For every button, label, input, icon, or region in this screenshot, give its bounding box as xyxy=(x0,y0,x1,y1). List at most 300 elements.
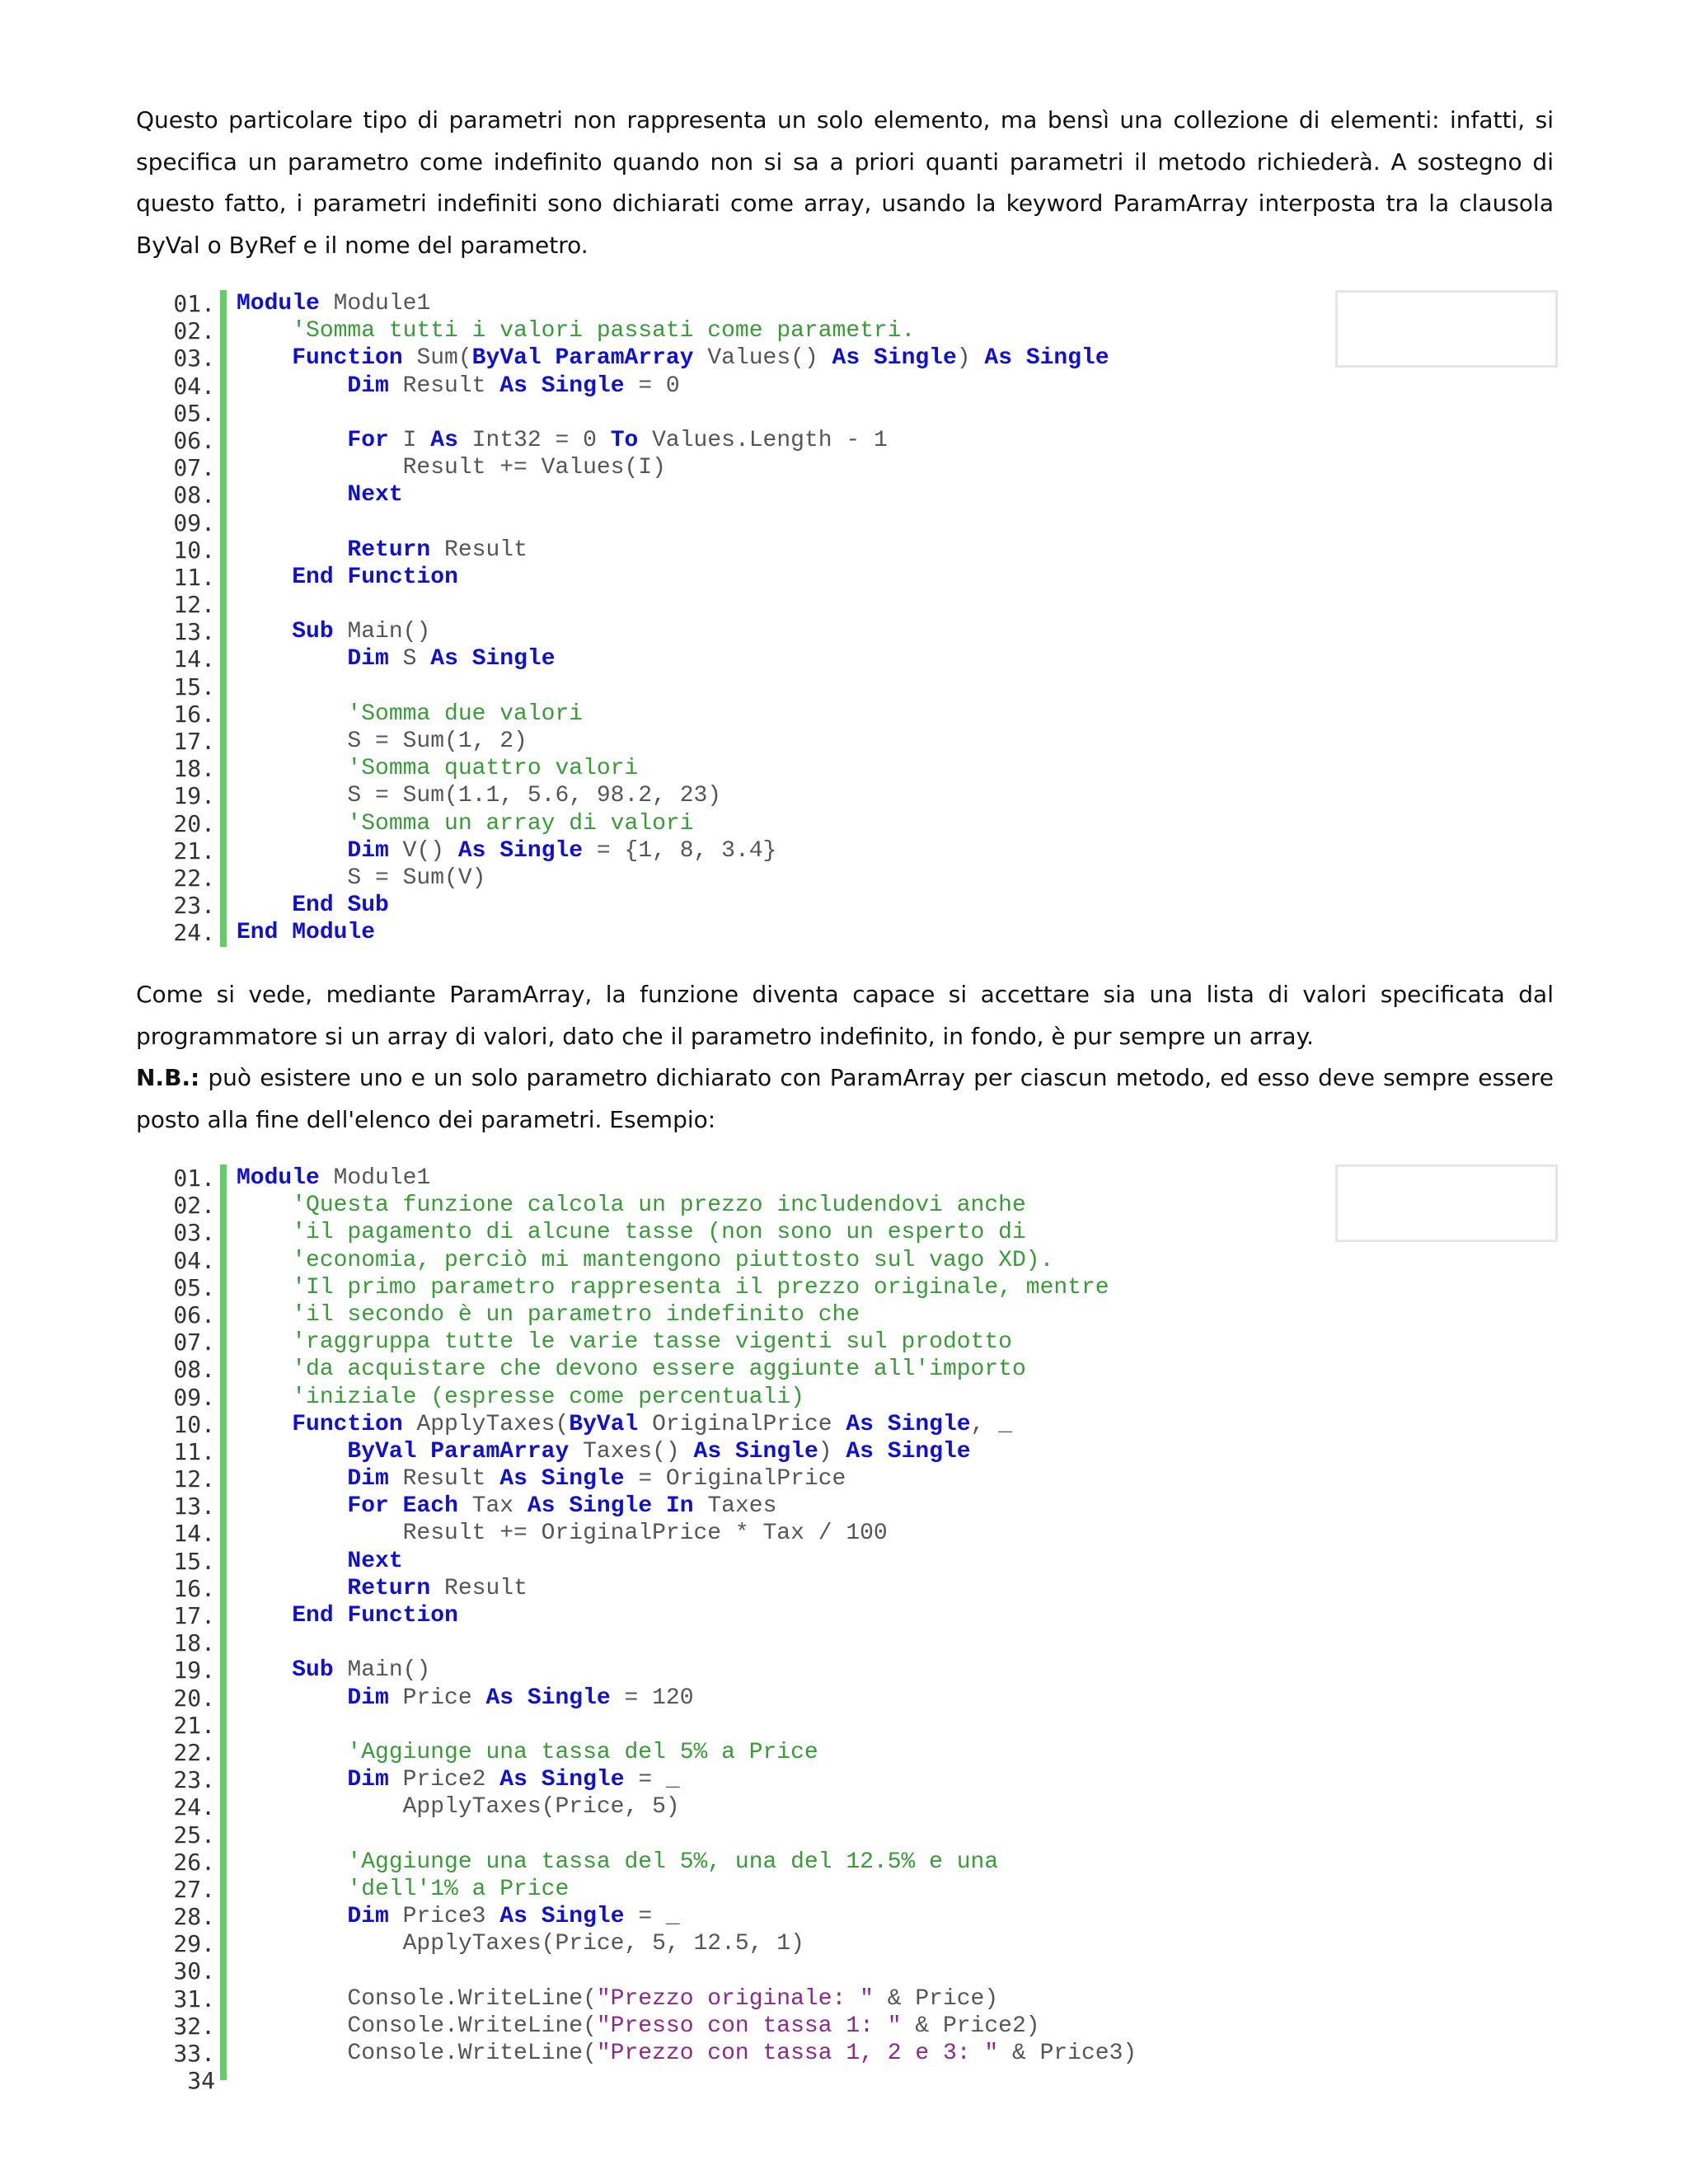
line-gutter-bar xyxy=(220,1766,227,1793)
code-keyword: In xyxy=(665,1493,694,1520)
code-line xyxy=(161,563,458,591)
code-token xyxy=(237,1904,347,1929)
code-token: S = Sum(1, 2) xyxy=(237,729,528,754)
code-keyword: Single xyxy=(569,1493,653,1520)
code-line xyxy=(161,1493,777,1521)
code-line xyxy=(161,1465,846,1493)
code-comment: 'Somma tutti i valori passati come parametri. xyxy=(292,318,916,344)
code-line xyxy=(161,1329,1012,1357)
code-line xyxy=(161,426,888,454)
code-token: ApplyTaxes(Price, 5, 12.5, 1) xyxy=(237,1931,804,1957)
line-number: 18. xyxy=(173,755,215,783)
line-gutter-bar xyxy=(220,564,227,591)
code-line xyxy=(161,1574,528,1602)
code-keyword: Dim xyxy=(347,1767,389,1793)
code-line xyxy=(161,1246,1054,1274)
code-text xyxy=(237,1739,818,1766)
nb-text: può esistere uno e un solo parametro dichiarato con ParamArray per ciascun metodo, ed esso deve sempre essere posto alla fine dell'elenco dei parametri. Esempio: xyxy=(136,1064,1554,1133)
code-keyword: As xyxy=(499,1767,528,1793)
line-gutter-bar xyxy=(220,865,227,892)
code-token: ApplyTaxes( xyxy=(402,1411,570,1437)
code-token xyxy=(237,1877,347,1902)
line-number: 25. xyxy=(173,1821,215,1849)
code-keyword: End xyxy=(292,564,334,590)
line-gutter-bar xyxy=(220,1930,227,1957)
code-token xyxy=(416,1439,430,1465)
code-keyword: Single xyxy=(873,345,957,372)
code-token xyxy=(237,1248,292,1273)
line-gutter-bar xyxy=(220,645,227,673)
code-token: ) xyxy=(956,345,985,372)
line-gutter-bar xyxy=(220,673,227,701)
code-line xyxy=(161,372,680,400)
line-gutter-bar xyxy=(220,1384,227,1411)
code-token xyxy=(237,811,347,837)
code-keyword: Next xyxy=(347,1548,403,1574)
code-line xyxy=(161,1793,680,1821)
code-token xyxy=(237,701,347,727)
code-keyword: As xyxy=(693,1438,722,1465)
code-keyword: ByVal xyxy=(569,1411,639,1437)
line-number: 07. xyxy=(173,454,215,482)
code-keyword: Sub xyxy=(347,893,389,919)
code-comment: 'Aggiunge una tassa del 5%, una del 12.5% e una xyxy=(347,1849,999,1875)
code-token: & Price3) xyxy=(998,2041,1137,2066)
code-token xyxy=(237,1275,292,1301)
code-comment: 'Il primo parametro rappresenta il prezzo originale, mentre xyxy=(292,1274,1109,1301)
code-block-sum xyxy=(161,290,1109,947)
line-gutter-bar xyxy=(220,1192,227,1219)
code-keyword: ParamArray xyxy=(555,345,694,372)
code-text xyxy=(237,1657,430,1684)
code-token xyxy=(874,1412,888,1437)
code-keyword: Single xyxy=(541,1767,625,1793)
line-gutter-bar xyxy=(220,1903,227,1930)
code-string: "Prezzo originale: " xyxy=(596,1985,874,2012)
code-token: Values() xyxy=(693,345,832,372)
code-token xyxy=(237,1466,347,1492)
line-number: 17. xyxy=(173,728,215,755)
line-gutter-bar xyxy=(220,1219,227,1246)
code-line xyxy=(161,1520,888,1548)
code-token: & Price2) xyxy=(901,2013,1040,2039)
code-token: S = Sum(V) xyxy=(237,865,486,891)
code-token xyxy=(237,373,347,399)
line-gutter-bar xyxy=(220,454,227,481)
code-token: = {1, 8, 3.4} xyxy=(583,837,777,864)
code-token xyxy=(528,373,542,399)
code-line xyxy=(161,892,389,920)
line-number: 08. xyxy=(173,481,215,509)
code-token: Price xyxy=(388,1685,486,1711)
code-token xyxy=(237,1576,347,1601)
code-token xyxy=(237,619,292,644)
line-number: 10. xyxy=(173,536,215,564)
line-gutter-bar xyxy=(220,782,227,809)
code-keyword: Function xyxy=(292,1411,403,1437)
code-token xyxy=(237,1439,347,1465)
line-gutter-bar xyxy=(220,1411,227,1438)
code-text xyxy=(237,1247,1053,1274)
code-token xyxy=(237,1685,347,1711)
code-keyword: Next xyxy=(347,482,403,509)
line-gutter-bar xyxy=(220,810,227,837)
code-text xyxy=(237,1411,1012,1438)
code-text xyxy=(237,645,556,673)
code-keyword: Function xyxy=(347,564,458,590)
code-token xyxy=(485,838,499,864)
code-keyword: Dim xyxy=(347,373,389,399)
code-line xyxy=(161,1383,804,1411)
code-keyword: Module xyxy=(292,920,376,946)
code-token xyxy=(237,1220,292,1245)
code-token: Main() xyxy=(333,619,431,645)
line-number: 18. xyxy=(173,1629,215,1657)
code-keyword: Dim xyxy=(347,1685,389,1711)
line-gutter-bar xyxy=(220,2040,227,2067)
code-token xyxy=(334,565,348,590)
code-keyword: Single xyxy=(541,1904,625,1930)
code-line xyxy=(161,1821,215,1849)
code-token xyxy=(237,1329,292,1355)
line-number: 07. xyxy=(173,1329,215,1357)
code-keyword: As xyxy=(984,345,1013,372)
code-comment: 'Aggiunge una tassa del 5% a Price xyxy=(347,1739,818,1765)
line-gutter-bar xyxy=(220,1629,227,1657)
code-text xyxy=(237,1384,804,1411)
line-number: 29. xyxy=(173,1930,215,1958)
line-number: 12. xyxy=(173,591,215,619)
code-keyword: Dim xyxy=(347,1466,389,1493)
code-text xyxy=(237,1520,888,1547)
line-number: 08. xyxy=(173,1356,215,1384)
line-gutter-bar xyxy=(220,1465,227,1493)
code-line xyxy=(161,1219,1026,1247)
code-token xyxy=(1012,345,1026,371)
code-keyword: Single xyxy=(499,837,584,864)
code-comment: 'Somma due valori xyxy=(347,701,584,727)
code-keyword: ParamArray xyxy=(430,1438,570,1465)
code-token: I xyxy=(388,427,431,453)
code-keyword: ByVal xyxy=(471,345,542,372)
code-token xyxy=(278,920,292,945)
code-token xyxy=(237,318,292,344)
code-token xyxy=(237,838,347,864)
line-gutter-bar xyxy=(220,2013,227,2040)
code-keyword: As xyxy=(499,373,528,399)
code-comment: 'economia, perciò mi mantengono piuttosto sul vago XD). xyxy=(292,1247,1054,1273)
code-line xyxy=(161,509,215,537)
code-token xyxy=(237,893,292,918)
code-block-apply-taxes xyxy=(161,1165,1137,2095)
code-keyword: ByVal xyxy=(347,1438,417,1465)
code-text xyxy=(237,317,915,344)
line-gutter-bar xyxy=(220,1985,227,2013)
code-text xyxy=(237,427,888,454)
code-comment: 'Questa funzione calcola un prezzo includendovi anche xyxy=(292,1193,1026,1219)
code-text xyxy=(237,1548,403,1575)
code-line xyxy=(161,700,584,728)
code-text xyxy=(237,454,666,481)
line-gutter-bar xyxy=(220,400,227,427)
line-gutter-bar xyxy=(220,344,227,372)
line-gutter-bar xyxy=(220,1657,227,1684)
code-line xyxy=(161,1903,680,1931)
code-text xyxy=(237,373,680,400)
line-gutter-bar xyxy=(220,919,227,946)
code-token xyxy=(860,345,874,371)
code-text xyxy=(237,1793,680,1821)
line-gutter-bar xyxy=(220,892,227,919)
code-line xyxy=(161,645,556,673)
code-text xyxy=(237,564,458,591)
code-token: OriginalPrice xyxy=(638,1411,846,1437)
code-token xyxy=(237,1302,292,1328)
line-number: 13. xyxy=(173,1493,215,1521)
line-number: 15. xyxy=(173,673,215,701)
code-text xyxy=(237,1465,846,1493)
line-gutter-bar xyxy=(220,1356,227,1383)
line-number: 30. xyxy=(173,1957,215,1985)
code-token xyxy=(334,893,348,918)
code-token: , _ xyxy=(970,1411,1013,1437)
nb-label: N.B.: xyxy=(136,1064,200,1091)
line-number: 23. xyxy=(173,892,215,920)
code-token xyxy=(237,482,347,508)
code-token xyxy=(237,1493,347,1519)
line-number: 11. xyxy=(173,563,215,591)
code-token: S xyxy=(388,646,431,673)
line-number: 21. xyxy=(173,1711,215,1739)
code-keyword: Function xyxy=(292,345,403,372)
line-gutter-bar xyxy=(220,1821,227,1849)
line-number: 20. xyxy=(173,809,215,837)
code-token: Taxes xyxy=(693,1493,777,1520)
line-gutter-bar xyxy=(220,591,227,618)
code-line xyxy=(161,290,431,317)
code-line xyxy=(161,1684,694,1712)
code-text xyxy=(237,1766,680,1793)
code-keyword: As xyxy=(499,1904,528,1930)
line-gutter-bar xyxy=(220,1274,227,1301)
code-text xyxy=(237,290,430,317)
code-toolbar-placeholder xyxy=(1335,290,1558,368)
line-number: 01. xyxy=(173,1165,215,1192)
code-text xyxy=(237,1438,971,1465)
code-token xyxy=(513,1685,528,1711)
code-keyword: Single xyxy=(471,646,556,673)
code-line xyxy=(161,1985,999,2013)
code-token xyxy=(528,1904,542,1929)
line-gutter-bar xyxy=(220,1301,227,1329)
line-number: 33. xyxy=(173,2040,215,2067)
line-gutter-bar xyxy=(220,1957,227,1985)
code-token xyxy=(237,1740,347,1765)
code-token xyxy=(237,1849,347,1875)
code-text xyxy=(237,1356,1026,1383)
code-line xyxy=(161,755,639,783)
code-token: Result xyxy=(430,1575,528,1601)
code-token: Sum( xyxy=(402,345,472,372)
code-keyword: Module xyxy=(237,1165,320,1191)
code-line xyxy=(161,481,403,509)
code-token: ApplyTaxes(Price, 5) xyxy=(237,1794,680,1821)
code-token xyxy=(528,1767,542,1793)
line-number: 03. xyxy=(173,1219,215,1247)
code-token: Console.WriteLine( xyxy=(237,2041,597,2066)
line-gutter-bar xyxy=(220,1247,227,1274)
code-line xyxy=(161,317,916,345)
code-line xyxy=(161,673,215,701)
code-keyword: As xyxy=(846,1438,874,1465)
code-token xyxy=(237,537,347,563)
line-gutter-bar xyxy=(220,1685,227,1712)
code-token: = _ xyxy=(624,1767,680,1793)
code-token: = _ xyxy=(624,1904,680,1930)
code-keyword: Single xyxy=(734,1438,818,1465)
code-line xyxy=(161,864,486,892)
line-gutter-bar xyxy=(220,1602,227,1629)
line-number: 19. xyxy=(173,1657,215,1685)
line-gutter-bar xyxy=(220,509,227,537)
code-token: S = Sum(1.1, 5.6, 98.2, 23) xyxy=(237,783,722,809)
line-number: 15. xyxy=(173,1547,215,1575)
code-keyword: To xyxy=(610,427,639,453)
line-number: 22. xyxy=(173,1738,215,1766)
code-text xyxy=(237,1876,569,1903)
code-token: V() xyxy=(388,837,458,864)
code-token: = 0 xyxy=(624,373,680,399)
line-number: 21. xyxy=(173,837,215,865)
code-keyword: As xyxy=(832,345,860,372)
code-token xyxy=(721,1439,735,1465)
paragraph-nb xyxy=(136,1057,1554,1141)
code-keyword: Each xyxy=(402,1493,458,1520)
code-line xyxy=(161,1410,1013,1438)
code-token xyxy=(874,1439,888,1465)
code-line xyxy=(161,1273,1109,1301)
code-token xyxy=(237,1385,292,1410)
code-keyword: As xyxy=(846,1411,874,1437)
code-token: Result xyxy=(430,537,528,563)
line-number: 19. xyxy=(173,782,215,810)
line-number: 06. xyxy=(173,426,215,454)
code-line xyxy=(161,1192,1026,1220)
code-token: = 120 xyxy=(610,1685,694,1711)
code-line xyxy=(161,2012,1040,2040)
code-text xyxy=(237,1493,776,1520)
code-token xyxy=(458,646,472,672)
code-token xyxy=(237,428,347,453)
code-text xyxy=(237,837,776,865)
code-line xyxy=(161,782,722,810)
line-number: 23. xyxy=(173,1766,215,1794)
line-gutter-bar xyxy=(220,537,227,564)
code-line xyxy=(161,1875,570,1903)
code-line xyxy=(161,618,431,646)
code-text xyxy=(237,919,375,946)
line-number: 04. xyxy=(173,1246,215,1274)
line-gutter-bar xyxy=(220,701,227,728)
line-number: 14. xyxy=(173,645,215,673)
line-gutter-bar xyxy=(220,728,227,755)
code-token xyxy=(237,646,347,672)
code-token xyxy=(237,565,292,590)
code-keyword: Single xyxy=(541,1466,625,1493)
code-token xyxy=(556,1493,570,1519)
code-line xyxy=(161,1547,403,1575)
code-token: & Price) xyxy=(873,1985,999,2012)
line-number: 06. xyxy=(173,1301,215,1329)
code-token: Result += Values(I) xyxy=(237,455,666,481)
code-keyword: Dim xyxy=(347,646,389,673)
code-token: Tax xyxy=(457,1493,528,1520)
code-text xyxy=(237,1849,998,1876)
code-text xyxy=(237,344,1109,372)
code-token xyxy=(237,1767,347,1793)
code-keyword: End xyxy=(292,893,334,919)
line-number: 16. xyxy=(173,1574,215,1602)
line-number: 02. xyxy=(173,317,215,345)
code-token: Values.Length - 1 xyxy=(638,427,888,453)
code-keyword: Return xyxy=(347,537,431,563)
line-gutter-bar xyxy=(220,1329,227,1356)
code-token: Int32 = 0 xyxy=(457,427,611,453)
code-token xyxy=(237,1357,292,1382)
line-number: 13. xyxy=(173,618,215,646)
code-token: Console.WriteLine( xyxy=(237,2013,597,2039)
line-gutter-bar xyxy=(220,837,227,865)
line-number: 10. xyxy=(173,1410,215,1438)
code-comment: 'dell'1% a Price xyxy=(347,1876,570,1902)
code-keyword: For xyxy=(347,427,389,453)
code-text xyxy=(237,2013,1040,2040)
line-number: 32. xyxy=(173,2012,215,2040)
code-comment: 'Somma un array di valori xyxy=(347,810,694,837)
code-token xyxy=(652,1493,666,1519)
code-comment: 'iniziale (espresse come percentuali) xyxy=(292,1384,804,1410)
line-gutter-bar xyxy=(220,2067,227,2080)
line-gutter-bar xyxy=(220,1438,227,1465)
code-text xyxy=(237,618,430,645)
code-line xyxy=(161,1165,431,1192)
paragraph-intro: Questo particolare tipo di parametri non rappresenta un solo elemento, ma bensì una collezione di elementi: infatti, si specifica un parametro come indefinito quando non si sa a priori quanti parametri il metodo richiederà. A sostegno di questo fatto, i parametri indefiniti sono dichiarati come array, usando la keyword ParamArray interposta tra la clausola ByVal o ByRef e il nome del parametro. xyxy=(136,106,1554,259)
line-number: 11. xyxy=(173,1437,215,1465)
code-text xyxy=(237,481,403,509)
code-text xyxy=(237,865,485,892)
line-number: 28. xyxy=(173,1903,215,1931)
code-token xyxy=(237,756,347,781)
code-text xyxy=(237,1602,458,1629)
line-number: 26. xyxy=(173,1848,215,1876)
line-number: 16. xyxy=(173,700,215,728)
code-line xyxy=(161,1602,458,1629)
code-line xyxy=(161,454,666,482)
code-token: Price2 xyxy=(388,1767,500,1793)
line-number: 09. xyxy=(173,1383,215,1411)
line-gutter-bar xyxy=(220,1712,227,1739)
code-text xyxy=(237,755,638,782)
code-token: Taxes() xyxy=(569,1438,694,1465)
code-line xyxy=(161,1766,680,1794)
code-token xyxy=(237,1549,347,1574)
code-keyword: Single xyxy=(1025,345,1109,372)
code-comment: 'il pagamento di alcune tasse (non sono un esperto di xyxy=(292,1220,1026,1246)
code-token xyxy=(237,1193,292,1218)
code-comment: 'Somma quattro valori xyxy=(347,756,639,782)
code-token: Result += OriginalPrice * Tax / 100 xyxy=(237,1521,888,1547)
code-line xyxy=(161,344,1109,373)
